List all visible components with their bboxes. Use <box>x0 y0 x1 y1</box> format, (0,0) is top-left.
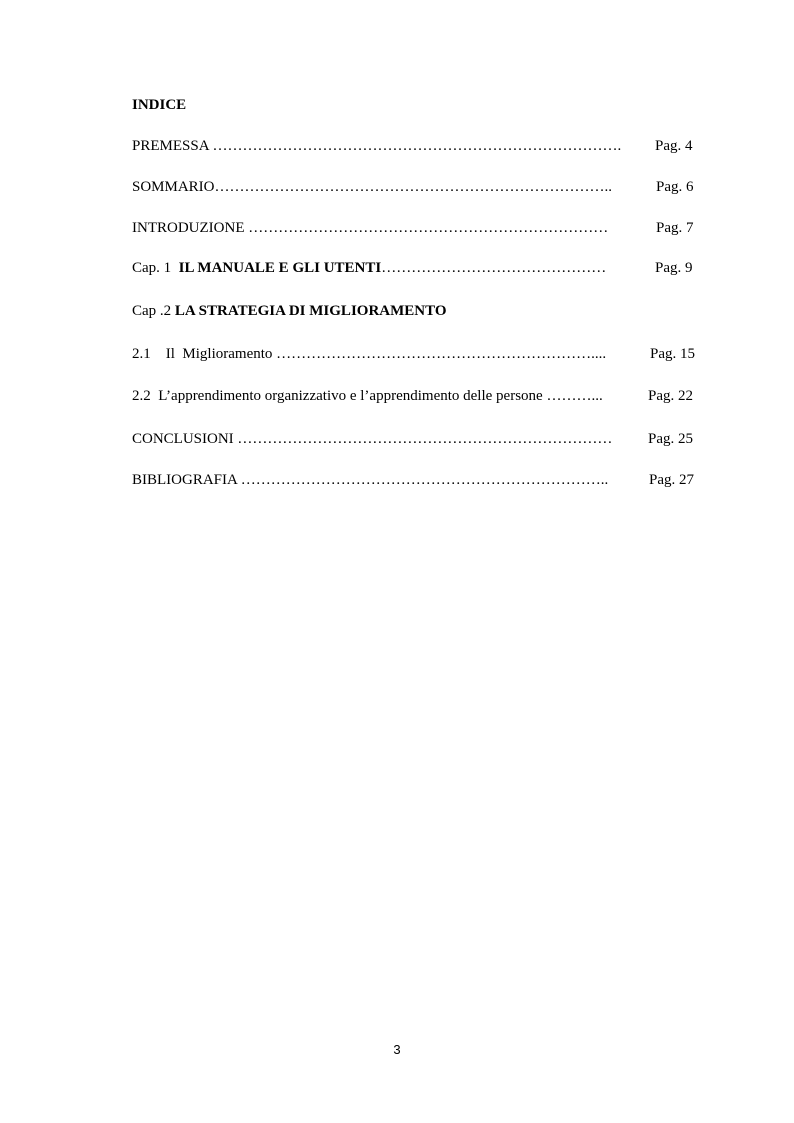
toc-title: INDICE <box>132 97 187 113</box>
toc-leader-dots: ……………………………………… <box>381 260 607 276</box>
toc-entry-prefix: Cap. 1 <box>132 260 179 276</box>
toc-entry-sommario <box>132 178 698 196</box>
toc-entry-label: INTRODUZIONE <box>132 220 249 236</box>
toc-entry-prefix: Cap .2 <box>132 303 175 319</box>
toc-entry-premessa <box>132 137 698 155</box>
toc-page-ref: Pag. 15 <box>650 346 695 362</box>
toc-entry-chapter-1 <box>132 259 698 277</box>
toc-entry-label: SOMMARIO <box>132 179 215 195</box>
toc-leader-dots: ………... <box>546 388 603 404</box>
toc-entry-prefix: 2.2 <box>132 388 159 404</box>
toc-entry-prefix: 2.1 <box>132 346 166 362</box>
toc-entry-conclusioni <box>132 430 698 448</box>
toc-entry-label: IL MANUALE E GLI UTENTI <box>178 260 382 276</box>
toc-entry-label: CONCLUSIONI <box>132 431 238 447</box>
toc-entry-label: PREMESSA <box>132 138 213 154</box>
toc-leader-dots: ………………………………………………………………………. <box>212 138 622 154</box>
toc-entry-label: BIBLIOGRAFIA <box>132 472 241 488</box>
toc-entry-section-2-1 <box>132 345 698 363</box>
toc-entry-section-2-2 <box>132 387 698 405</box>
toc-entry-introduzione <box>132 219 698 237</box>
toc-page-ref: Pag. 27 <box>649 472 694 488</box>
toc-leader-dots: ……………………………………………………….... <box>276 346 607 362</box>
toc-page-ref: Pag. 25 <box>648 431 693 447</box>
toc-page-ref: Pag. 4 <box>655 138 693 154</box>
toc-leader-dots: ……………………………………………………………….. <box>240 472 609 488</box>
toc-entry-bibliografia <box>132 471 698 489</box>
page-number: 3 <box>393 1042 401 1057</box>
toc-page-ref: Pag. 22 <box>648 388 693 404</box>
toc-page-ref: Pag. 9 <box>655 260 693 276</box>
toc-entry-label: L’apprendimento organizzativo e l’apprendimento delle persone <box>158 388 547 404</box>
toc-page-ref: Pag. 6 <box>656 179 694 195</box>
toc-entry-label: Il Miglioramento <box>165 346 277 362</box>
toc-leader-dots: ………………………………………………………………… <box>237 431 613 447</box>
toc-entry-chapter-2 <box>132 302 698 320</box>
toc-leader-dots: ……………………………………………………………… <box>248 220 609 236</box>
toc-entry-label: LA STRATEGIA DI MIGLIORAMENTO <box>174 303 447 319</box>
toc-page-ref: Pag. 7 <box>656 220 694 236</box>
toc-leader-dots: …………………………………………………………………….. <box>214 179 613 195</box>
